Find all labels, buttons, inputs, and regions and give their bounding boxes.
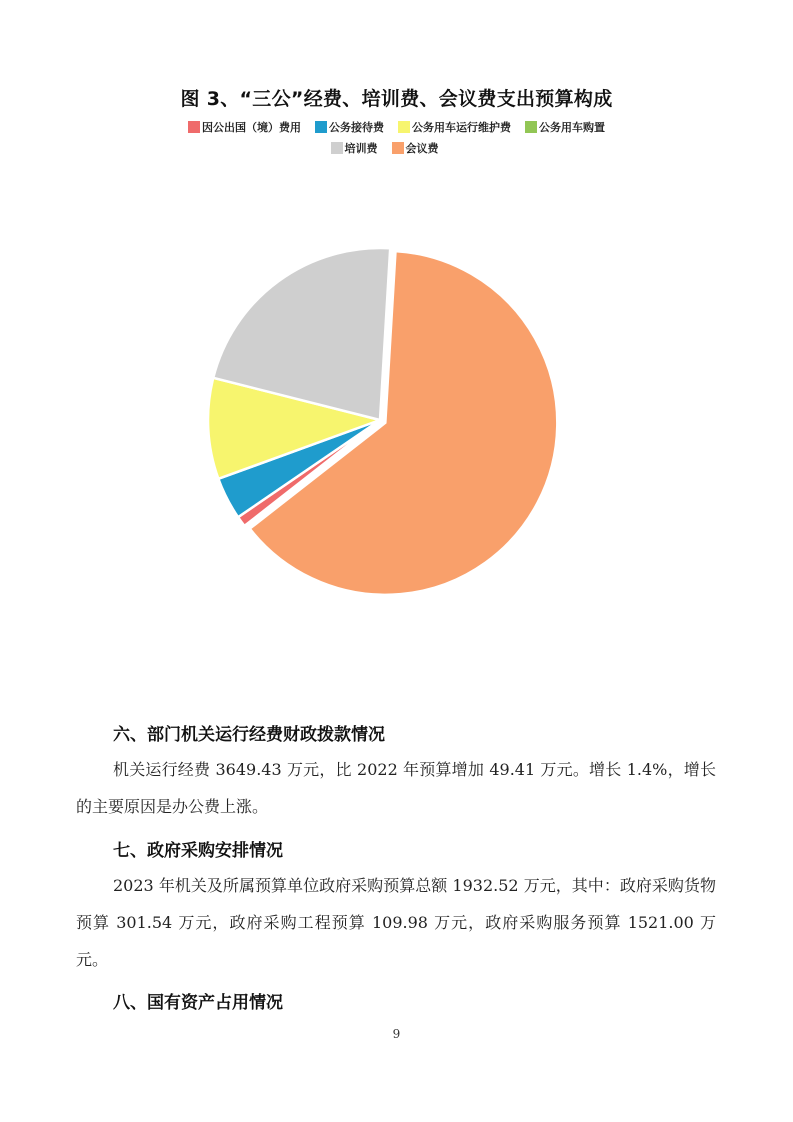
legend-swatch-reception xyxy=(315,121,327,133)
chart-legend-row-1 xyxy=(0,119,793,135)
legend-label-overseas: 因公出国（境）费用 xyxy=(202,121,301,134)
legend-item-meeting xyxy=(392,140,439,156)
legend-item-vehicle-purchase xyxy=(525,119,605,135)
legend-label-vehicle-maintenance: 公务用车运行维护费 xyxy=(412,121,511,134)
legend-swatch-vehicle-purchase xyxy=(525,121,537,133)
chart-legend-row-2 xyxy=(0,140,781,156)
section-8-heading: 八、国有资产占用情况 xyxy=(113,993,283,1013)
legend-item-training xyxy=(331,140,378,156)
legend-swatch-training xyxy=(331,142,343,154)
legend-label-training: 培训费 xyxy=(344,142,378,155)
legend-swatch-vehicle-maintenance xyxy=(398,121,410,133)
section-7-heading: 七、政府采购安排情况 xyxy=(113,841,283,861)
legend-item-vehicle-maintenance xyxy=(398,119,511,135)
legend-item-reception xyxy=(315,119,384,135)
legend-item-overseas xyxy=(188,119,301,135)
page-number: 9 xyxy=(392,1027,401,1041)
section-6-heading: 六、部门机关运行经费财政拨款情况 xyxy=(113,725,385,745)
pie-chart xyxy=(190,230,570,610)
legend-swatch-overseas xyxy=(188,121,200,133)
section-7-paragraph: 2023 年机关及所属预算单位政府采购预算总额 1932.52 万元，其中：政府采购货物预算 301.54 万元，政府采购工程预算 109.98 万元，政府采购服务预算 1521.00 万元。 xyxy=(76,876,716,969)
chart-title: 图 3、“三公”经费、培训费、会议费支出预算构成 xyxy=(180,88,613,110)
legend-label-vehicle-purchase: 公务用车购置 xyxy=(539,121,605,134)
section-6-paragraph: 机关运行经费 3649.43 万元，比 2022 年预算增加 49.41 万元。增长 1.4%，增长的主要原因是办公费上涨。 xyxy=(76,760,716,816)
legend-swatch-meeting xyxy=(392,142,404,154)
legend-label-meeting: 会议费 xyxy=(405,142,439,155)
legend-label-reception: 公务接待费 xyxy=(329,121,384,134)
